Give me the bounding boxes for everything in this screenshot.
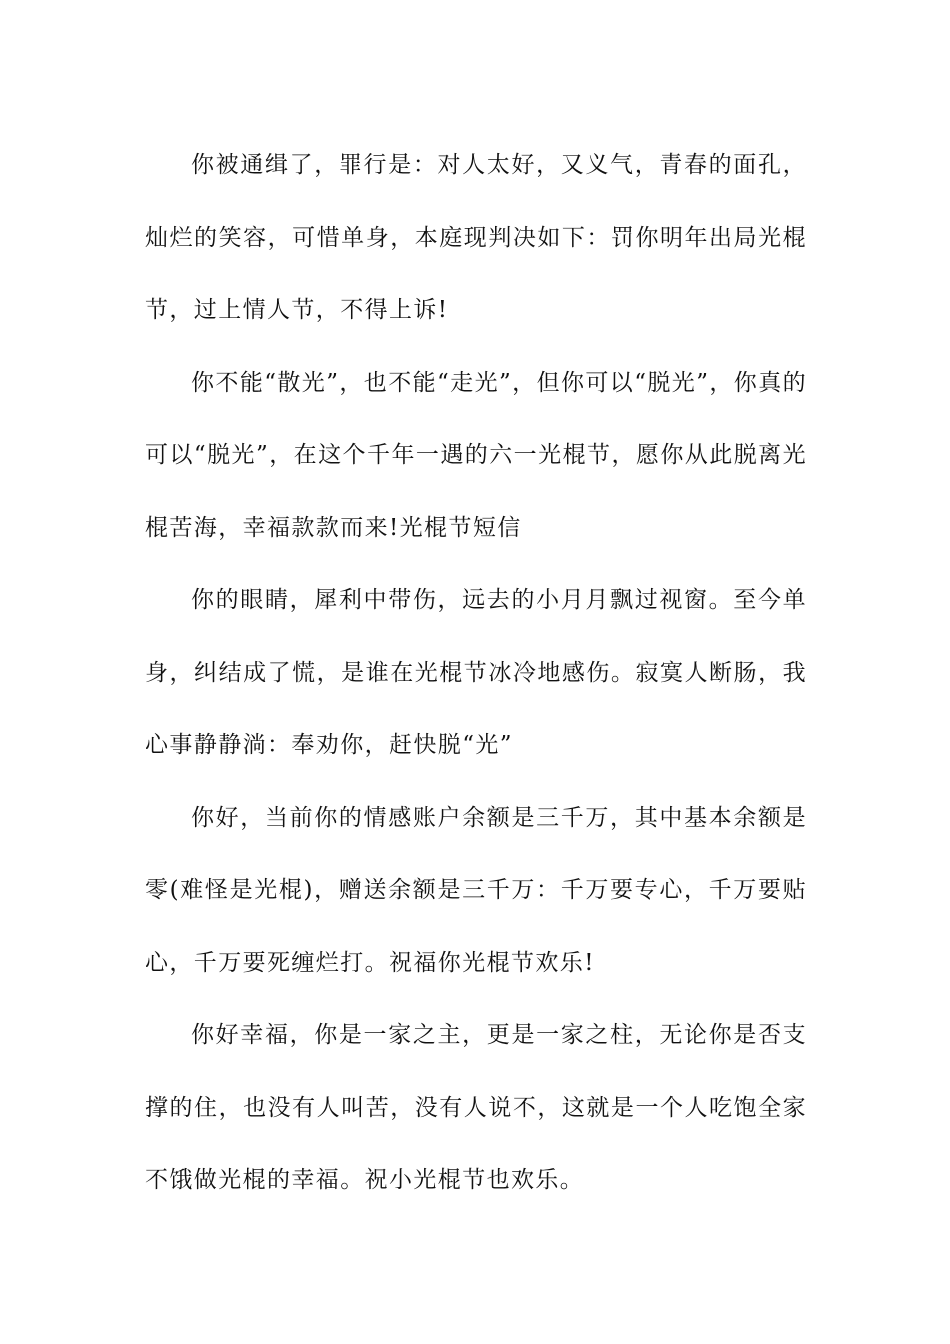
paragraph-4: 你好，当前你的情感账户余额是三千万，其中基本余额是零(难怪是光棍)，赠送余额是三千万：千万要专心，千万要贴心，千万要死缠烂打。祝福你光棍节欢乐! (145, 804, 807, 976)
paragraph-3: 你的眼睛，犀利中带伤，远去的小月月飘过视窗。至今单身，纠结成了慌，是谁在光棍节冰冷地感伤。寂寞人断肠，我心事静静淌：奉劝你，赶快脱“光” (145, 587, 807, 758)
paragraph-1: 你被通缉了，罪行是：对人太好，又义气，青春的面孔，灿烂的笑容，可惜单身，本庭现判决如下：罚你明年出局光棍节，过上情人节，不得上诉! (145, 152, 807, 323)
paragraph-5: 你好幸福，你是一家之主，更是一家之柱，无论你是否支撑的住，也没有人叫苦，没有人说不，这就是一个人吃饱全家不饿做光棍的幸福。祝小光棍节也欢乐。 (145, 1022, 807, 1193)
document-body (145, 129, 807, 1217)
paragraph-2: 你不能“散光”，也不能“走光”，但你可以“脱光”，你真的可以“脱光”，在这个千年一遇的六一光棍节，愿你从此脱离光棍苦海，幸福款款而来!光棍节短信 (145, 369, 807, 541)
